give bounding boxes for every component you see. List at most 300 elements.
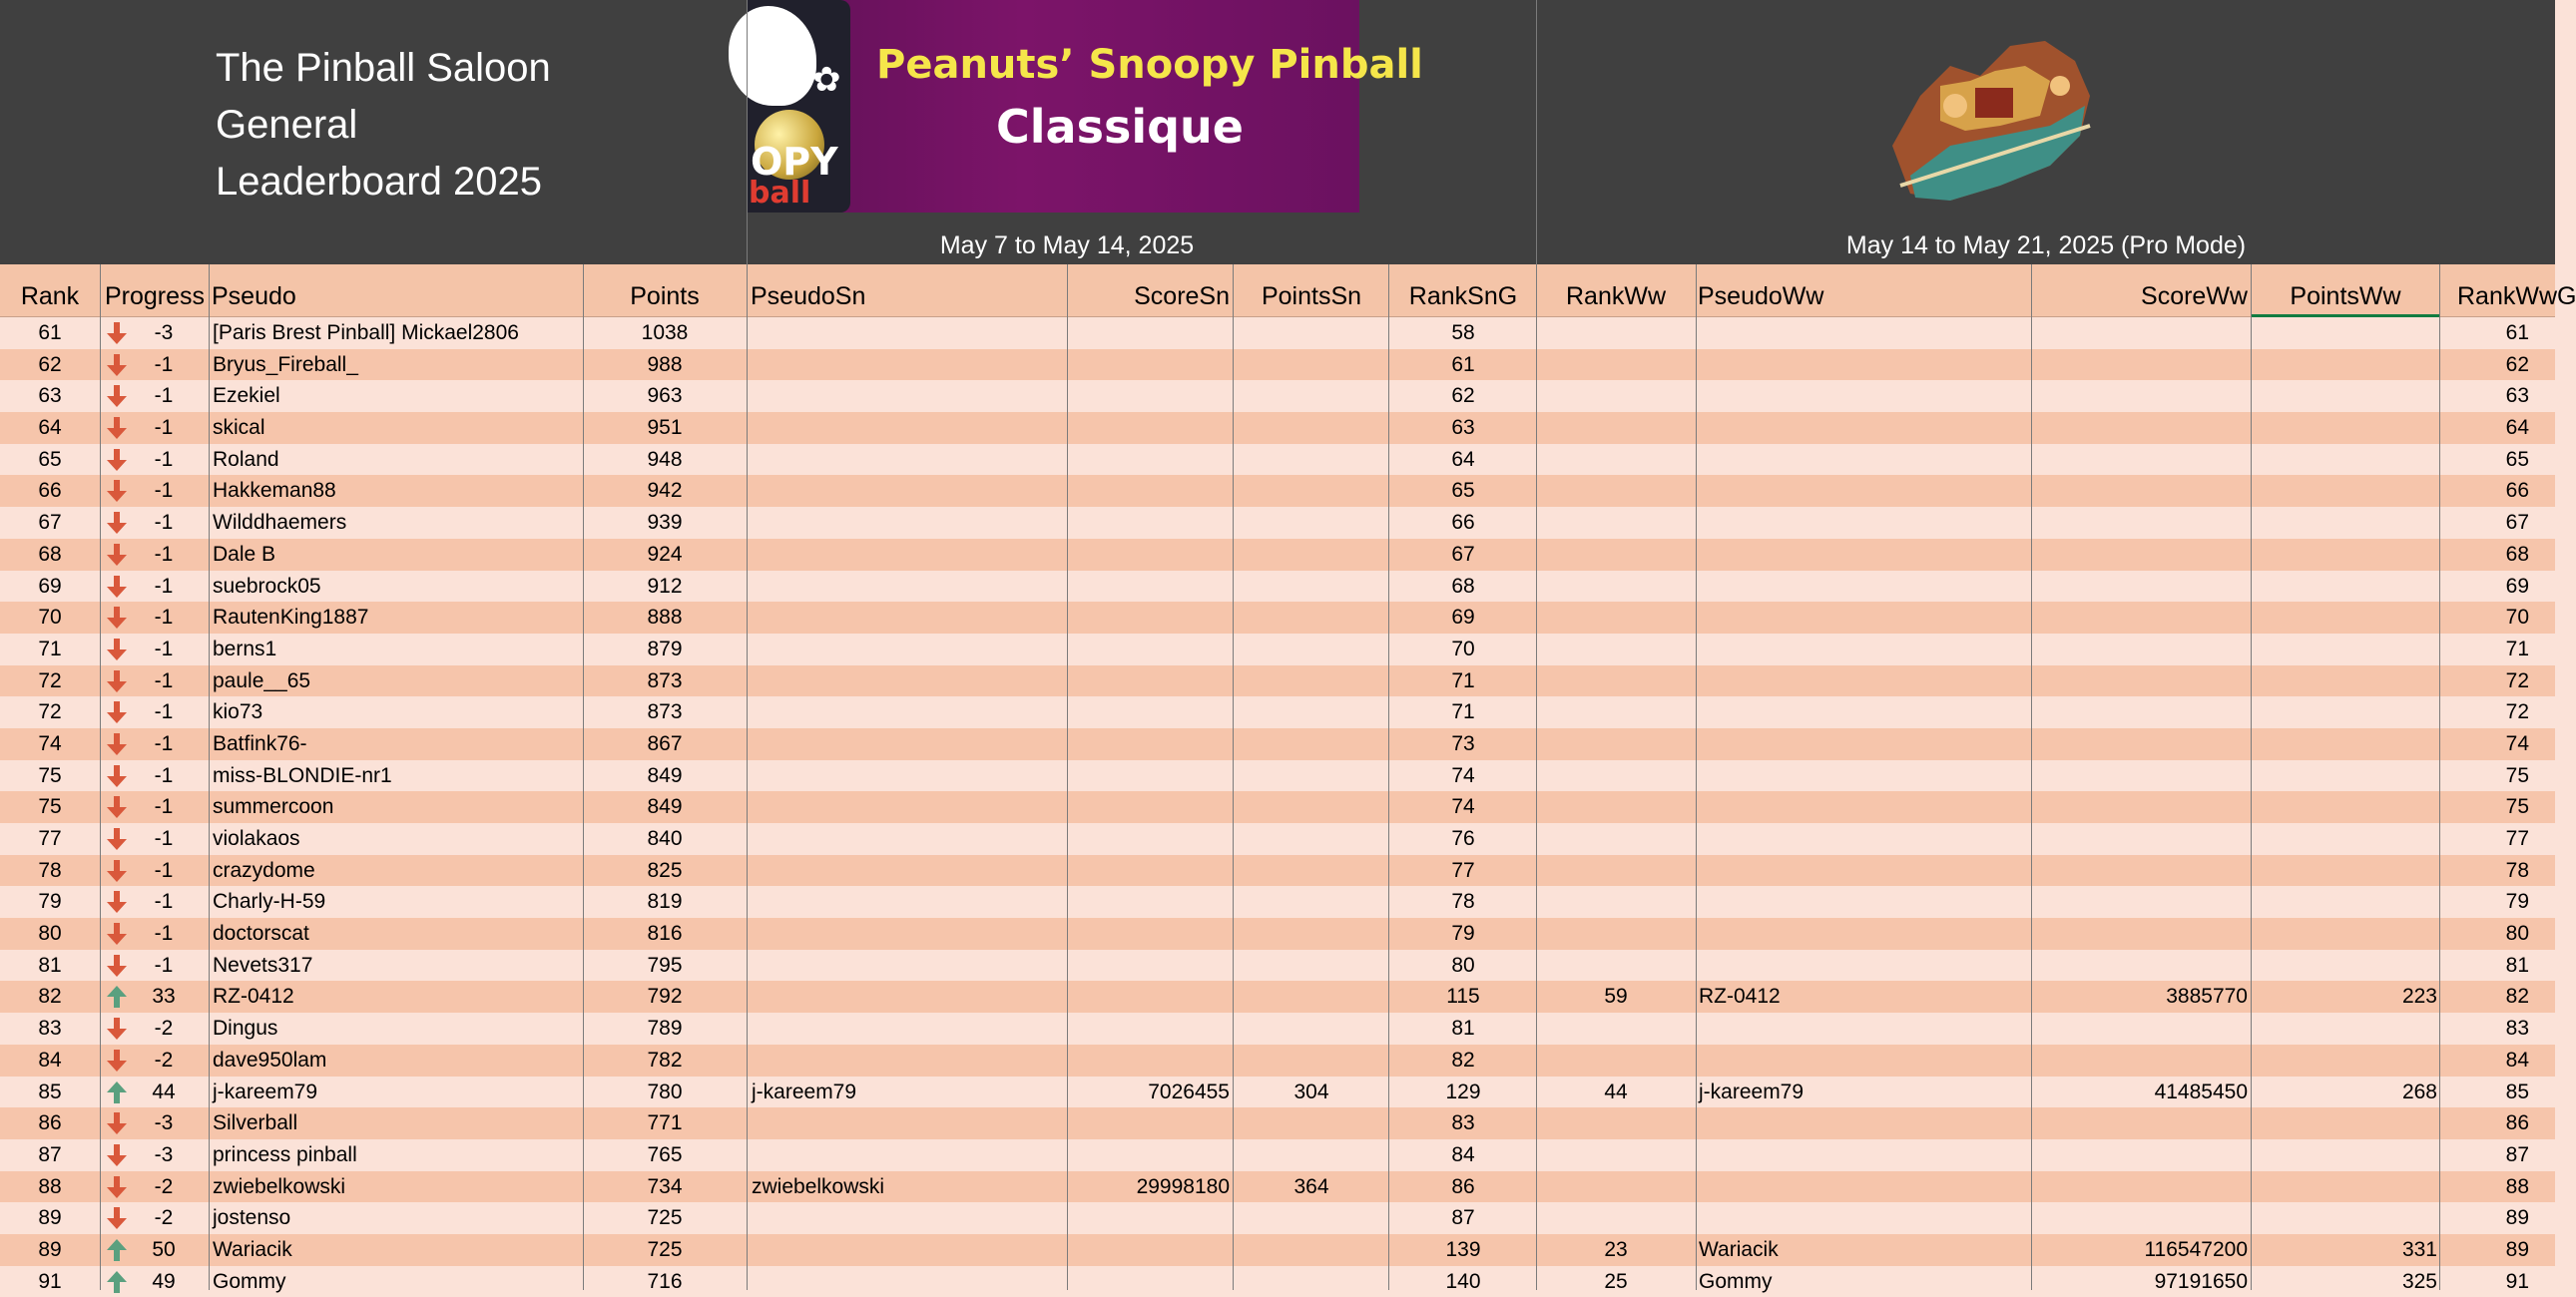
cell-points-sn[interactable] bbox=[1234, 602, 1389, 634]
cell-rank[interactable]: 88 bbox=[38, 1174, 62, 1198]
cell-rank[interactable]: 74 bbox=[38, 731, 62, 755]
cell-points-ww[interactable] bbox=[2252, 475, 2437, 507]
cell-pseudo-sn[interactable] bbox=[752, 602, 1065, 634]
col-header-points-sn[interactable]: PointsSn bbox=[1261, 282, 1362, 310]
cell-points[interactable]: 879 bbox=[647, 637, 683, 660]
cell-score-ww[interactable] bbox=[2032, 444, 2248, 476]
col-header-pseudo-sn[interactable]: PseudoSn bbox=[751, 282, 866, 310]
cell-points-sn[interactable] bbox=[1234, 1013, 1389, 1045]
cell-rank-sng[interactable]: 80 bbox=[1451, 953, 1475, 977]
cell-rank[interactable]: 89 bbox=[38, 1206, 62, 1230]
cell-score-ww[interactable] bbox=[2032, 665, 2248, 697]
cell-progress[interactable]: -1 bbox=[154, 827, 174, 850]
cell-rank-wwg[interactable]: 87 bbox=[2505, 1142, 2529, 1166]
col-header-pseudo-ww[interactable]: PseudoWw bbox=[1698, 282, 1824, 310]
cell-points[interactable]: 782 bbox=[647, 1048, 683, 1072]
cell-points-sn[interactable] bbox=[1234, 918, 1389, 950]
cell-rank-wwg[interactable]: 68 bbox=[2505, 542, 2529, 566]
cell-progress[interactable]: -3 bbox=[154, 321, 174, 344]
cell-rank-wwg[interactable]: 74 bbox=[2505, 731, 2529, 755]
cell-progress[interactable]: -1 bbox=[154, 542, 174, 566]
cell-progress[interactable]: -1 bbox=[154, 922, 174, 946]
cell-rank[interactable]: 78 bbox=[38, 858, 62, 882]
cell-score-sn[interactable] bbox=[1068, 317, 1230, 349]
cell-score-sn[interactable] bbox=[1068, 791, 1230, 823]
cell-rank-wwg[interactable]: 75 bbox=[2505, 763, 2529, 787]
table-row[interactable] bbox=[0, 507, 2555, 539]
cell-rank-sng[interactable]: 79 bbox=[1451, 922, 1475, 946]
cell-pseudo-ww[interactable] bbox=[1699, 1013, 2030, 1045]
cell-rank[interactable]: 63 bbox=[38, 384, 62, 408]
cell-pseudo[interactable]: Dingus bbox=[213, 1017, 278, 1041]
cell-pseudo[interactable]: Wilddhaemers bbox=[213, 511, 347, 535]
cell-rank-ww[interactable] bbox=[1537, 1045, 1695, 1077]
cell-points[interactable]: 888 bbox=[647, 606, 683, 630]
cell-rank-ww[interactable] bbox=[1537, 1107, 1695, 1139]
cell-pseudo-ww[interactable] bbox=[1699, 571, 2030, 603]
cell-rank[interactable]: 71 bbox=[38, 637, 62, 660]
cell-points-sn[interactable] bbox=[1234, 1266, 1389, 1297]
cell-rank[interactable]: 82 bbox=[38, 985, 62, 1009]
cell-points[interactable]: 771 bbox=[647, 1111, 683, 1135]
cell-pseudo[interactable]: [Paris Brest Pinball] Mickael2806 bbox=[213, 321, 519, 344]
cell-points-ww[interactable] bbox=[2252, 760, 2437, 792]
cell-progress[interactable]: -1 bbox=[154, 416, 174, 440]
cell-pseudo-ww[interactable]: Wariacik bbox=[1699, 1237, 1779, 1261]
cell-progress[interactable]: 49 bbox=[152, 1269, 176, 1293]
cell-rank-wwg[interactable]: 89 bbox=[2505, 1206, 2529, 1230]
cell-pseudo[interactable]: zwiebelkowski bbox=[213, 1174, 346, 1198]
cell-pseudo-ww[interactable] bbox=[1699, 728, 2030, 760]
cell-rank-sng[interactable]: 87 bbox=[1451, 1206, 1475, 1230]
cell-points-sn[interactable] bbox=[1234, 349, 1389, 381]
cell-score-ww[interactable] bbox=[2032, 728, 2248, 760]
cell-score-ww[interactable] bbox=[2032, 349, 2248, 381]
cell-score-ww[interactable] bbox=[2032, 823, 2248, 855]
cell-score-sn[interactable] bbox=[1068, 1045, 1230, 1077]
cell-pseudo-sn[interactable] bbox=[752, 855, 1065, 887]
cell-points-sn[interactable] bbox=[1234, 1139, 1389, 1171]
cell-points-ww[interactable] bbox=[2252, 950, 2437, 982]
cell-points[interactable]: 725 bbox=[647, 1237, 683, 1261]
col-header-score-ww[interactable]: ScoreWw bbox=[2141, 282, 2248, 310]
cell-score-sn[interactable] bbox=[1068, 1013, 1230, 1045]
cell-pseudo-sn[interactable] bbox=[752, 380, 1065, 412]
cell-points-sn[interactable] bbox=[1234, 1107, 1389, 1139]
cell-rank-sng[interactable]: 74 bbox=[1451, 763, 1475, 787]
white-water-table-logo[interactable] bbox=[1880, 26, 2110, 212]
cell-progress[interactable]: -1 bbox=[154, 479, 174, 503]
cell-points-sn[interactable] bbox=[1234, 634, 1389, 665]
cell-rank-wwg[interactable]: 78 bbox=[2505, 858, 2529, 882]
cell-progress[interactable]: 50 bbox=[152, 1237, 176, 1261]
cell-points[interactable]: 816 bbox=[647, 922, 683, 946]
cell-rank-wwg[interactable]: 81 bbox=[2505, 953, 2529, 977]
cell-points-ww[interactable] bbox=[2252, 1045, 2437, 1077]
cell-score-sn[interactable] bbox=[1068, 760, 1230, 792]
cell-rank-ww[interactable] bbox=[1537, 444, 1695, 476]
cell-rank[interactable]: 79 bbox=[38, 890, 62, 914]
cell-pseudo-sn[interactable] bbox=[752, 539, 1065, 571]
cell-rank-sng[interactable]: 67 bbox=[1451, 542, 1475, 566]
cell-score-sn[interactable] bbox=[1068, 539, 1230, 571]
cell-pseudo-sn[interactable] bbox=[752, 1202, 1065, 1234]
cell-rank-wwg[interactable]: 72 bbox=[2505, 668, 2529, 692]
cell-points[interactable]: 825 bbox=[647, 858, 683, 882]
cell-score-ww[interactable] bbox=[2032, 696, 2248, 728]
table-row[interactable] bbox=[0, 412, 2555, 444]
cell-rank-wwg[interactable]: 64 bbox=[2505, 416, 2529, 440]
cell-rank-sng[interactable]: 86 bbox=[1451, 1174, 1475, 1198]
cell-pseudo-ww[interactable] bbox=[1699, 1202, 2030, 1234]
cell-rank[interactable]: 72 bbox=[38, 700, 62, 724]
cell-rank-ww[interactable] bbox=[1537, 886, 1695, 918]
cell-pseudo[interactable]: dave950lam bbox=[213, 1048, 327, 1072]
cell-rank-ww[interactable] bbox=[1537, 823, 1695, 855]
cell-rank-sng[interactable]: 81 bbox=[1451, 1017, 1475, 1041]
cell-pseudo-sn[interactable]: j-kareem79 bbox=[752, 1080, 857, 1103]
cell-pseudo-sn[interactable] bbox=[752, 1045, 1065, 1077]
cell-progress[interactable]: -2 bbox=[154, 1174, 174, 1198]
cell-rank-ww[interactable] bbox=[1537, 317, 1695, 349]
cell-rank-sng[interactable]: 64 bbox=[1451, 447, 1475, 471]
col-header-rank-wwg[interactable]: RankWwG bbox=[2457, 282, 2576, 310]
cell-points-sn[interactable] bbox=[1234, 539, 1389, 571]
cell-points-sn[interactable] bbox=[1234, 728, 1389, 760]
cell-score-sn[interactable] bbox=[1068, 886, 1230, 918]
cell-rank-ww[interactable] bbox=[1537, 728, 1695, 760]
cell-pseudo-ww[interactable]: Gommy bbox=[1699, 1269, 1773, 1293]
cell-progress[interactable]: -1 bbox=[154, 953, 174, 977]
cell-rank-wwg[interactable]: 89 bbox=[2505, 1237, 2529, 1261]
cell-rank-sng[interactable]: 78 bbox=[1451, 890, 1475, 914]
cell-rank-wwg[interactable]: 75 bbox=[2505, 795, 2529, 819]
cell-pseudo-sn[interactable] bbox=[752, 1013, 1065, 1045]
cell-pseudo-sn[interactable] bbox=[752, 1139, 1065, 1171]
cell-rank[interactable]: 91 bbox=[38, 1269, 62, 1293]
cell-score-ww[interactable] bbox=[2032, 539, 2248, 571]
cell-pseudo-sn[interactable] bbox=[752, 950, 1065, 982]
cell-points-ww[interactable] bbox=[2252, 539, 2437, 571]
table-row[interactable] bbox=[0, 634, 2555, 665]
cell-pseudo-ww[interactable] bbox=[1699, 412, 2030, 444]
cell-rank[interactable]: 65 bbox=[38, 447, 62, 471]
cell-points-ww[interactable]: 223 bbox=[2401, 985, 2437, 1009]
cell-pseudo-ww[interactable] bbox=[1699, 1171, 2030, 1203]
cell-score-ww[interactable] bbox=[2032, 380, 2248, 412]
cell-rank-ww[interactable] bbox=[1537, 918, 1695, 950]
cell-rank[interactable]: 61 bbox=[38, 321, 62, 344]
cell-score-ww[interactable]: 116547200 bbox=[2144, 1237, 2248, 1261]
cell-rank-ww[interactable]: 23 bbox=[1604, 1237, 1628, 1261]
cell-score-sn[interactable] bbox=[1068, 507, 1230, 539]
cell-pseudo[interactable]: j-kareem79 bbox=[213, 1080, 318, 1103]
table-row[interactable] bbox=[0, 475, 2555, 507]
cell-rank[interactable]: 72 bbox=[38, 668, 62, 692]
cell-rank-wwg[interactable]: 82 bbox=[2505, 985, 2529, 1009]
cell-rank-sng[interactable]: 115 bbox=[1446, 985, 1480, 1009]
cell-rank[interactable]: 70 bbox=[38, 606, 62, 630]
cell-pseudo[interactable]: RautenKing1887 bbox=[213, 606, 369, 630]
cell-rank-ww[interactable] bbox=[1537, 1202, 1695, 1234]
cell-points-sn[interactable] bbox=[1234, 380, 1389, 412]
cell-points-ww[interactable] bbox=[2252, 823, 2437, 855]
cell-points-ww[interactable] bbox=[2252, 1013, 2437, 1045]
cell-score-sn[interactable] bbox=[1068, 1234, 1230, 1266]
cell-rank-ww[interactable] bbox=[1537, 1013, 1695, 1045]
cell-rank-sng[interactable]: 71 bbox=[1451, 700, 1475, 724]
cell-pseudo-ww[interactable] bbox=[1699, 791, 2030, 823]
cell-points-ww[interactable] bbox=[2252, 602, 2437, 634]
cell-points-ww[interactable] bbox=[2252, 444, 2437, 476]
cell-points-sn[interactable] bbox=[1234, 571, 1389, 603]
cell-rank-wwg[interactable]: 72 bbox=[2505, 700, 2529, 724]
cell-progress[interactable]: -1 bbox=[154, 511, 174, 535]
cell-rank-sng[interactable]: 83 bbox=[1451, 1111, 1475, 1135]
cell-points-ww[interactable] bbox=[2252, 317, 2437, 349]
cell-pseudo[interactable]: RZ-0412 bbox=[213, 985, 294, 1009]
cell-rank-ww[interactable] bbox=[1537, 855, 1695, 887]
cell-progress[interactable]: -1 bbox=[154, 731, 174, 755]
cell-pseudo[interactable]: jostenso bbox=[213, 1206, 291, 1230]
cell-rank-sng[interactable]: 69 bbox=[1451, 606, 1475, 630]
cell-points-sn[interactable] bbox=[1234, 1045, 1389, 1077]
cell-rank[interactable]: 87 bbox=[38, 1142, 62, 1166]
cell-score-ww[interactable] bbox=[2032, 475, 2248, 507]
cell-pseudo-sn[interactable] bbox=[752, 412, 1065, 444]
cell-pseudo-ww[interactable] bbox=[1699, 823, 2030, 855]
cell-points[interactable]: 948 bbox=[647, 447, 683, 471]
table-row[interactable] bbox=[0, 602, 2555, 634]
cell-pseudo-sn[interactable] bbox=[752, 571, 1065, 603]
col-header-points-ww[interactable]: PointsWw bbox=[2290, 282, 2401, 310]
cell-rank-wwg[interactable]: 77 bbox=[2505, 827, 2529, 850]
cell-rank[interactable]: 85 bbox=[38, 1080, 62, 1103]
table-row[interactable] bbox=[0, 728, 2555, 760]
col-header-pseudo[interactable]: Pseudo bbox=[212, 282, 296, 310]
cell-rank-ww[interactable] bbox=[1537, 634, 1695, 665]
cell-rank-wwg[interactable]: 67 bbox=[2505, 511, 2529, 535]
table-row[interactable] bbox=[0, 349, 2555, 381]
cell-rank-ww[interactable] bbox=[1537, 1139, 1695, 1171]
col-header-points[interactable]: Points bbox=[630, 282, 700, 310]
cell-rank[interactable]: 86 bbox=[38, 1111, 62, 1135]
cell-pseudo-ww[interactable] bbox=[1699, 475, 2030, 507]
cell-progress[interactable]: -2 bbox=[154, 1206, 174, 1230]
cell-pseudo-ww[interactable] bbox=[1699, 696, 2030, 728]
cell-progress[interactable]: -2 bbox=[154, 1048, 174, 1072]
cell-score-ww[interactable] bbox=[2032, 1045, 2248, 1077]
cell-points-ww[interactable] bbox=[2252, 412, 2437, 444]
cell-rank-wwg[interactable]: 70 bbox=[2505, 606, 2529, 630]
cell-pseudo-ww[interactable] bbox=[1699, 665, 2030, 697]
snoopy-pinball-banner[interactable] bbox=[747, 0, 1423, 213]
cell-rank-sng[interactable]: 58 bbox=[1451, 321, 1475, 344]
cell-progress[interactable]: -1 bbox=[154, 447, 174, 471]
cell-pseudo-ww[interactable] bbox=[1699, 918, 2030, 950]
cell-points[interactable]: 924 bbox=[647, 542, 683, 566]
cell-points-ww[interactable] bbox=[2252, 571, 2437, 603]
cell-score-ww[interactable] bbox=[2032, 886, 2248, 918]
cell-points[interactable]: 963 bbox=[647, 384, 683, 408]
cell-score-sn[interactable] bbox=[1068, 728, 1230, 760]
cell-score-ww[interactable] bbox=[2032, 1107, 2248, 1139]
cell-rank-sng[interactable]: 140 bbox=[1445, 1269, 1481, 1293]
cell-score-sn[interactable] bbox=[1068, 1202, 1230, 1234]
cell-score-ww[interactable] bbox=[2032, 791, 2248, 823]
cell-points-sn[interactable] bbox=[1234, 791, 1389, 823]
cell-rank-sng[interactable]: 70 bbox=[1451, 637, 1475, 660]
cell-rank-wwg[interactable]: 65 bbox=[2505, 447, 2529, 471]
cell-points[interactable]: 792 bbox=[647, 985, 683, 1009]
cell-points[interactable]: 1038 bbox=[641, 321, 689, 344]
cell-rank[interactable]: 67 bbox=[38, 511, 62, 535]
cell-score-ww[interactable] bbox=[2032, 950, 2248, 982]
cell-pseudo[interactable]: Bryus_Fireball_ bbox=[213, 352, 358, 376]
cell-pseudo[interactable]: summercoon bbox=[213, 795, 334, 819]
cell-pseudo-sn[interactable] bbox=[752, 1107, 1065, 1139]
cell-score-ww[interactable] bbox=[2032, 918, 2248, 950]
cell-score-sn[interactable] bbox=[1068, 1107, 1230, 1139]
cell-pseudo-sn[interactable] bbox=[752, 475, 1065, 507]
cell-points-sn[interactable] bbox=[1234, 696, 1389, 728]
cell-pseudo-ww[interactable] bbox=[1699, 1107, 2030, 1139]
cell-points-ww[interactable]: 331 bbox=[2401, 1237, 2437, 1261]
cell-rank-ww[interactable]: 59 bbox=[1604, 985, 1628, 1009]
cell-points[interactable]: 734 bbox=[647, 1174, 683, 1198]
cell-points[interactable]: 951 bbox=[647, 416, 683, 440]
cell-rank[interactable]: 83 bbox=[38, 1017, 62, 1041]
cell-progress[interactable]: -1 bbox=[154, 795, 174, 819]
cell-rank-ww[interactable] bbox=[1537, 475, 1695, 507]
cell-points-ww[interactable] bbox=[2252, 696, 2437, 728]
cell-points-ww[interactable] bbox=[2252, 855, 2437, 887]
cell-rank-ww[interactable] bbox=[1537, 380, 1695, 412]
cell-pseudo[interactable]: Charly-H-59 bbox=[213, 890, 326, 914]
cell-points-sn[interactable] bbox=[1234, 665, 1389, 697]
cell-points-ww[interactable] bbox=[2252, 380, 2437, 412]
table-row[interactable] bbox=[0, 1077, 2555, 1108]
cell-rank-wwg[interactable]: 66 bbox=[2505, 479, 2529, 503]
cell-points-sn[interactable] bbox=[1234, 823, 1389, 855]
table-row[interactable] bbox=[0, 918, 2555, 950]
cell-points[interactable]: 873 bbox=[647, 668, 683, 692]
cell-score-sn[interactable] bbox=[1068, 475, 1230, 507]
cell-rank-ww[interactable] bbox=[1537, 696, 1695, 728]
table-row[interactable] bbox=[0, 539, 2555, 571]
col-header-progress[interactable]: Progress bbox=[104, 282, 206, 310]
cell-score-sn[interactable] bbox=[1068, 981, 1230, 1013]
table-row[interactable] bbox=[0, 380, 2555, 412]
cell-points[interactable]: 795 bbox=[647, 953, 683, 977]
cell-rank-wwg[interactable]: 62 bbox=[2505, 352, 2529, 376]
cell-rank[interactable]: 75 bbox=[38, 763, 62, 787]
table-row[interactable] bbox=[0, 855, 2555, 887]
cell-pseudo[interactable]: princess pinball bbox=[213, 1142, 357, 1166]
cell-points-ww[interactable]: 268 bbox=[2401, 1080, 2437, 1103]
cell-pseudo-sn[interactable] bbox=[752, 444, 1065, 476]
cell-pseudo-ww[interactable] bbox=[1699, 1045, 2030, 1077]
cell-rank[interactable]: 62 bbox=[38, 352, 62, 376]
col-header-score-sn[interactable]: ScoreSn bbox=[1134, 282, 1230, 310]
cell-points[interactable]: 840 bbox=[647, 827, 683, 850]
cell-rank-ww[interactable] bbox=[1537, 665, 1695, 697]
cell-progress[interactable]: 33 bbox=[152, 985, 176, 1009]
cell-pseudo-sn[interactable] bbox=[752, 507, 1065, 539]
cell-rank[interactable]: 81 bbox=[38, 953, 62, 977]
cell-points[interactable]: 867 bbox=[647, 731, 683, 755]
cell-pseudo[interactable]: skical bbox=[213, 416, 265, 440]
cell-pseudo-sn[interactable] bbox=[752, 696, 1065, 728]
cell-score-ww[interactable] bbox=[2032, 507, 2248, 539]
cell-progress[interactable]: -1 bbox=[154, 858, 174, 882]
cell-score-sn[interactable] bbox=[1068, 696, 1230, 728]
table-row[interactable] bbox=[0, 823, 2555, 855]
cell-progress[interactable]: -2 bbox=[154, 1017, 174, 1041]
cell-rank[interactable]: 89 bbox=[38, 1237, 62, 1261]
cell-points-sn[interactable] bbox=[1234, 981, 1389, 1013]
cell-points[interactable]: 780 bbox=[647, 1080, 683, 1103]
cell-progress[interactable]: 44 bbox=[152, 1080, 176, 1103]
cell-score-sn[interactable] bbox=[1068, 665, 1230, 697]
cell-pseudo-ww[interactable]: RZ-0412 bbox=[1699, 985, 1781, 1009]
cell-pseudo[interactable]: Dale B bbox=[213, 542, 276, 566]
cell-points[interactable]: 942 bbox=[647, 479, 683, 503]
cell-pseudo-sn[interactable] bbox=[752, 1234, 1065, 1266]
cell-score-sn[interactable]: 29998180 bbox=[1136, 1174, 1230, 1198]
cell-score-ww[interactable] bbox=[2032, 1202, 2248, 1234]
cell-points[interactable]: 939 bbox=[647, 511, 683, 535]
cell-points[interactable]: 849 bbox=[647, 795, 683, 819]
cell-pseudo-ww[interactable] bbox=[1699, 539, 2030, 571]
cell-score-sn[interactable] bbox=[1068, 823, 1230, 855]
cell-rank-sng[interactable]: 84 bbox=[1451, 1142, 1475, 1166]
cell-score-sn[interactable] bbox=[1068, 412, 1230, 444]
cell-pseudo-sn[interactable] bbox=[752, 823, 1065, 855]
cell-rank-ww[interactable] bbox=[1537, 507, 1695, 539]
cell-score-ww[interactable]: 41485450 bbox=[2154, 1080, 2248, 1103]
cell-rank-sng[interactable]: 61 bbox=[1451, 352, 1475, 376]
cell-points-sn[interactable]: 304 bbox=[1293, 1080, 1329, 1103]
cell-progress[interactable]: -1 bbox=[154, 574, 174, 598]
cell-progress[interactable]: -1 bbox=[154, 890, 174, 914]
cell-score-ww[interactable]: 3885770 bbox=[2166, 985, 2248, 1009]
cell-points-sn[interactable] bbox=[1234, 1202, 1389, 1234]
cell-score-sn[interactable] bbox=[1068, 571, 1230, 603]
cell-progress[interactable]: -1 bbox=[154, 700, 174, 724]
cell-rank-wwg[interactable]: 61 bbox=[2505, 321, 2529, 344]
cell-points-ww[interactable] bbox=[2252, 507, 2437, 539]
cell-pseudo[interactable]: Hakkeman88 bbox=[213, 479, 336, 503]
cell-score-ww[interactable] bbox=[2032, 602, 2248, 634]
cell-points[interactable]: 849 bbox=[647, 763, 683, 787]
cell-rank-sng[interactable]: 63 bbox=[1451, 416, 1475, 440]
cell-score-ww[interactable] bbox=[2032, 412, 2248, 444]
table-row[interactable] bbox=[0, 317, 2555, 349]
cell-rank-sng[interactable]: 82 bbox=[1451, 1048, 1475, 1072]
cell-rank-wwg[interactable]: 88 bbox=[2505, 1174, 2529, 1198]
cell-rank-ww[interactable] bbox=[1537, 412, 1695, 444]
cell-rank-ww[interactable] bbox=[1537, 602, 1695, 634]
cell-pseudo-sn[interactable] bbox=[752, 918, 1065, 950]
cell-pseudo-sn[interactable] bbox=[752, 760, 1065, 792]
cell-progress[interactable]: -1 bbox=[154, 668, 174, 692]
cell-rank-wwg[interactable]: 80 bbox=[2505, 922, 2529, 946]
cell-pseudo-ww[interactable] bbox=[1699, 886, 2030, 918]
cell-rank-ww[interactable]: 44 bbox=[1604, 1080, 1628, 1103]
cell-points-ww[interactable]: 325 bbox=[2401, 1269, 2437, 1293]
cell-progress[interactable]: -1 bbox=[154, 763, 174, 787]
